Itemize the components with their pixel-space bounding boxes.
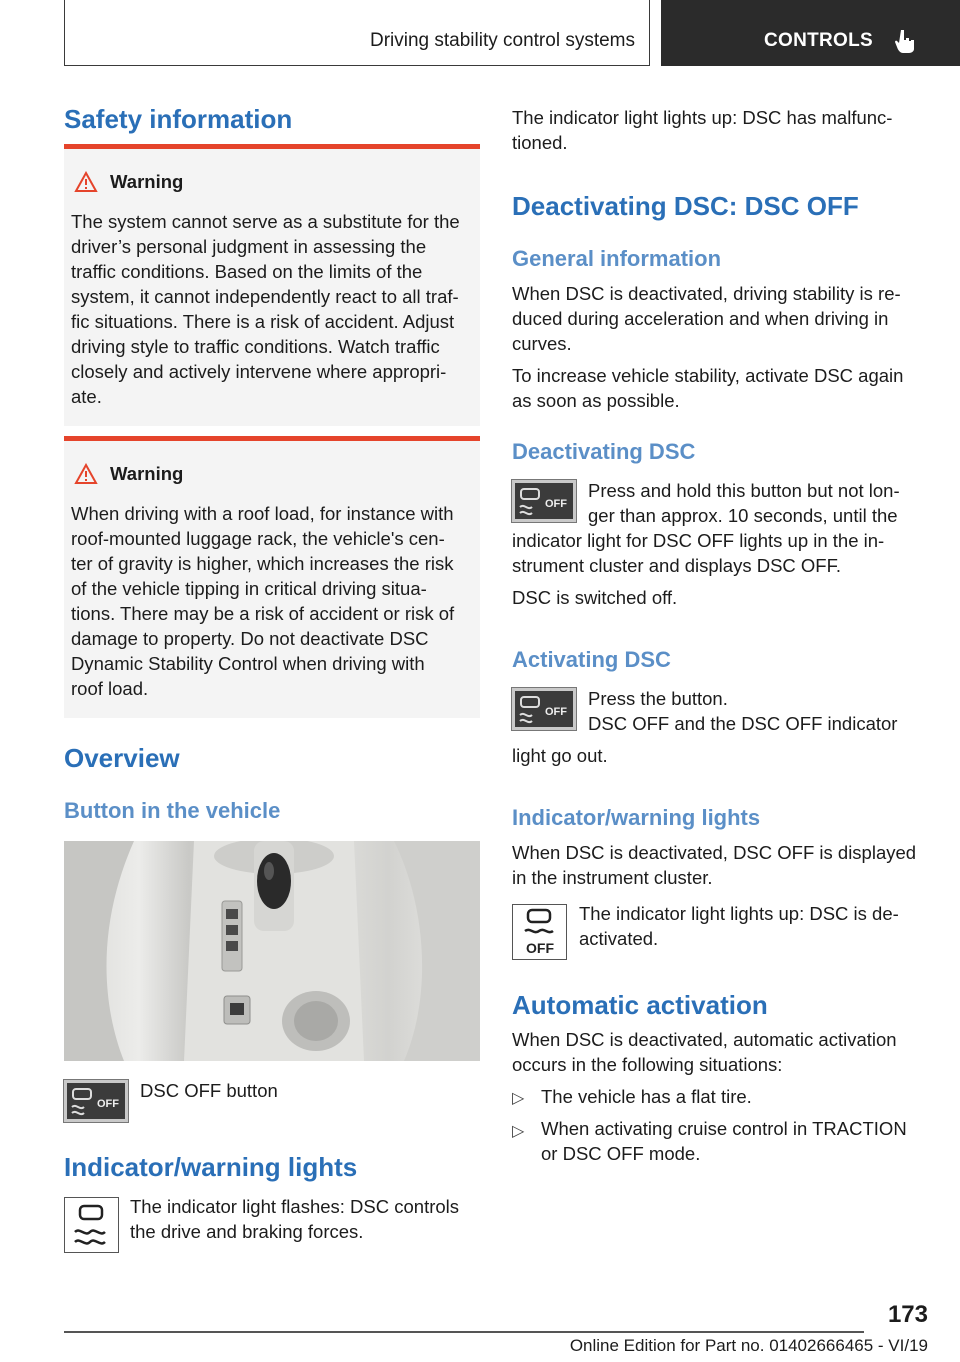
text-line: roof load. [71, 678, 149, 699]
off-label: OFF [97, 1098, 119, 1110]
text-line: The indicator light lights up: DSC has malfunc‐ [512, 107, 893, 128]
text-line: the drive and braking forces. [130, 1221, 364, 1242]
increase-stability-text [512, 363, 903, 413]
dsc-off-symbol [515, 691, 573, 727]
footer-divider [64, 1331, 864, 1333]
text-line: damage to property. Do not deactivate DSC [71, 628, 429, 649]
safety-information-heading: Safety information [64, 104, 293, 134]
text-line: system, it cannot independently react to all traf‐ [71, 286, 459, 307]
off-label: OFF [545, 706, 567, 718]
deactivating-dsc-text-b [512, 528, 884, 578]
dsc-switched-off-text: DSC is switched off. [512, 587, 678, 608]
deactivating-dsc-text-a [588, 478, 900, 528]
center-console-photo [64, 841, 480, 1061]
warning-2-text [71, 501, 476, 701]
warning-1-text [71, 209, 476, 409]
button-in-vehicle-heading: Button in the vehicle [64, 798, 281, 823]
bullet-item-1: The vehicle has a flat tire. [541, 1086, 752, 1107]
dsc-off-button-icon [512, 480, 576, 522]
warning-1-label: Warning [110, 171, 184, 192]
off-label: OFF [526, 940, 554, 956]
header-chapter-tab [661, 0, 960, 66]
text-line: as soon as possible. [512, 390, 680, 411]
general-information-heading: General information [512, 246, 722, 271]
general-information-text [512, 281, 901, 356]
pointing-hand-icon [893, 28, 919, 54]
text-line: or DSC OFF mode. [541, 1143, 701, 1164]
dsc-indicator-icon [64, 1197, 119, 1253]
text-line: traffic conditions. Based on the limits of the [71, 261, 423, 282]
text-line: When DSC is deactivated, driving stability is re‐ [512, 283, 901, 304]
text-line: ger than approx. 10 seconds, until the [588, 505, 898, 526]
automatic-activation-text [512, 1027, 897, 1077]
header-section-title: Driving stability control systems [369, 30, 635, 51]
deactivating-dsc-heading: Deactivating DSC [512, 439, 696, 464]
footer-edition: Online Edition for Part no. 01402666465 - VI/19 [569, 1336, 928, 1355]
text-line: occurs in the following situations: [512, 1054, 783, 1075]
text-line: When driving with a roof load, for instance with [71, 503, 454, 524]
text-line: fic situations. There is a risk of accident. Adjust [71, 311, 455, 332]
bullet-item-2 [541, 1116, 907, 1166]
indicator-flashes-text [130, 1194, 459, 1244]
console-illustration [64, 841, 480, 1061]
deactivating-dsc-off-heading: Deactivating DSC: DSC OFF [512, 191, 859, 221]
warning-box-1 [64, 144, 480, 426]
dsc-off-indicator-icon [512, 904, 567, 960]
dsc-skid-symbol [65, 1198, 118, 1252]
text-line: Press the button. [588, 688, 728, 709]
bullet-marker: ▷ [512, 1090, 525, 1107]
text-line: activated. [579, 928, 659, 949]
text-line: When DSC is deactivated, automatic activation [512, 1029, 897, 1050]
text-line: strument cluster and displays DSC OFF. [512, 555, 841, 576]
header-chapter-title: CONTROLS [764, 30, 874, 51]
text-line: ate. [71, 386, 102, 407]
text-line: tions. There may be a risk of accident or risk of [71, 603, 455, 624]
text-line: curves. [512, 333, 572, 354]
dsc-off-button-icon [512, 688, 576, 730]
dsc-off-button-caption: DSC OFF button [140, 1080, 278, 1101]
overview-heading: Overview [64, 743, 180, 773]
bullet-marker: ▷ [512, 1123, 525, 1140]
dsc-off-indicator-symbol [513, 905, 566, 959]
text-line: indicator light for DSC OFF lights up in the in‐ [512, 530, 885, 551]
warning-triangle-icon [74, 463, 98, 485]
indicator-warning-lights-heading-left: Indicator/warning lights [64, 1152, 358, 1182]
warning-1-header [74, 171, 183, 193]
text-line: When DSC is deactivated, DSC OFF is displayed [512, 842, 917, 863]
text-line: Press and hold this button but not lon‐ [588, 480, 900, 501]
header-section-tab [64, 0, 650, 66]
text-line: ter of gravity is higher, which increases the risk [71, 553, 454, 574]
text-line: To increase vehicle stability, activate DSC again [512, 365, 904, 386]
page-number: 173 [887, 1301, 928, 1328]
text-line: driver’s personal judgment in assessing the [71, 236, 427, 257]
text-line: roof-mounted luggage rack, the vehicle's cen‐ [71, 528, 445, 549]
text-line: driving style to traffic conditions. Watch traffic [71, 336, 440, 357]
text-line: closely and actively intervene where appropri‐ [71, 361, 447, 382]
indicator-warning-lights-heading-right: Indicator/warning lights [512, 805, 761, 830]
warning-triangle-icon [74, 171, 98, 193]
warning-2-header [74, 463, 183, 485]
dsc-off-symbol [515, 483, 573, 519]
activating-dsc-heading: Activating DSC [512, 647, 671, 672]
text-line: The indicator light lights up: DSC is de‐ [579, 903, 899, 924]
off-label: OFF [545, 498, 567, 510]
text-line: When activating cruise control in TRACTION [541, 1118, 907, 1139]
activating-dsc-text-a [588, 686, 897, 736]
text-line: Dynamic Stability Control when driving with [71, 653, 425, 674]
text-line: The system cannot serve as a substitute for the [71, 211, 460, 232]
dsc-off-symbol [67, 1083, 125, 1119]
indicator-cluster-text [512, 840, 916, 890]
text-line: DSC OFF and the DSC OFF indicator [588, 713, 898, 734]
text-line: in the instrument cluster. [512, 867, 713, 888]
indicator-deactivated-text [579, 901, 899, 951]
text-line: duced during acceleration and when driving in [512, 308, 889, 329]
dsc-off-button-icon [64, 1080, 128, 1122]
malfunction-text [512, 105, 892, 155]
text-line: tioned. [512, 132, 568, 153]
activating-dsc-text-b: light go out. [512, 745, 608, 766]
automatic-activation-heading: Automatic activation [512, 990, 768, 1020]
warning-box-2 [64, 436, 480, 718]
text-line: of the vehicle tipping in critical driving situa‐ [71, 578, 427, 599]
warning-2-label: Warning [110, 463, 184, 484]
text-line: The indicator light flashes: DSC controls [130, 1196, 460, 1217]
